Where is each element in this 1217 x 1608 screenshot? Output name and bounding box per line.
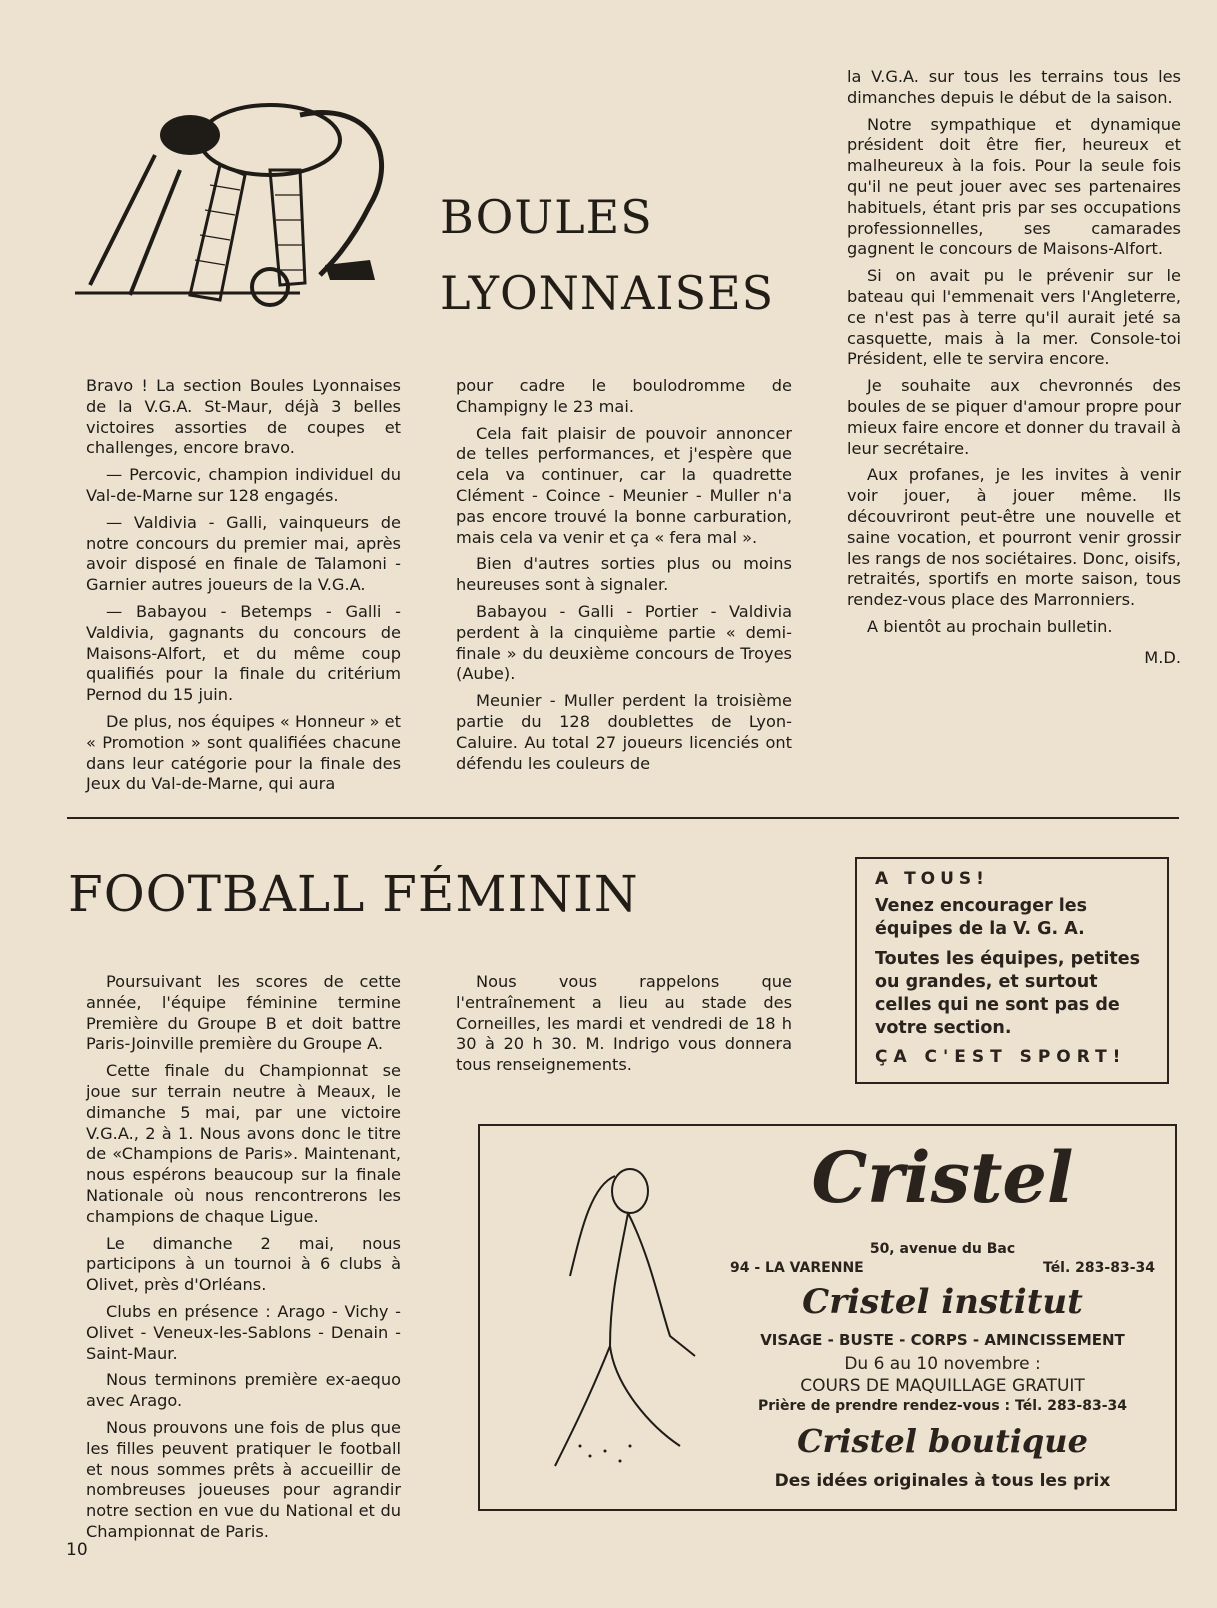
paragraph: Aux profanes, je les invites à venir voir jouer, à jouer même. Ils découvriront peut-être une nouvelle et saine vocation, et pourront venir grossir les rangs de nos sociétaires. Donc, oisifs, retraités, sportifs en morte saison, tous rendez-vous place des Marronniers.: [847, 465, 1181, 610]
paragraph: Nous vous rappelons que l'entraînement a lieu au stade des Corneilles, les mardi et vendredi de 18 h 30 à 20 h 30. M. Indrigo vous donnera tous renseignements.: [456, 972, 792, 1075]
notice-box: [855, 857, 1169, 1084]
boules-title-line2: LYONNAISES: [440, 266, 775, 320]
notice-heading: A TOUS!: [875, 869, 989, 889]
cristel-logo: Cristel: [811, 1136, 1074, 1219]
paragraph: — Percovic, champion individuel du Val-de-Marne sur 128 engagés.: [86, 465, 401, 505]
paragraph: Babayou - Galli - Portier - Valdivia perdent à la cinquième partie « demi-finale » du deuxième concours de Troyes (Aube).: [456, 601, 792, 684]
paragraph: Nous prouvons une fois de plus que les filles peuvent pratiquer le football et nous sommes prêts à accueillir de nombreuses joueuses pour agrandir notre section en vue du National et du Championnat de Paris.: [86, 1417, 401, 1541]
paragraph: Si on avait pu le prévenir sur le bateau qui l'emmenait vers l'Angleterre, ce n'est pas à terre qu'il aurait jeté sa casquette, mais à la mer. Console-toi Président, elle te servira encore.: [847, 266, 1181, 369]
ad-dates: Du 6 au 10 novembre :: [844, 1354, 1041, 1374]
notice-line: Toutes les équipes, petites ou grandes, et surtout celles qui ne sont pas de votre section.: [875, 949, 1141, 1038]
paragraph: A bientôt au prochain bulletin.: [867, 616, 1113, 636]
football-column-2: [456, 972, 792, 1082]
boules-column-3: [847, 67, 1181, 675]
ad-rdv: Prière de prendre rendez-vous : Tél. 283-83-34: [757, 1398, 1128, 1414]
boules-column-2: [456, 376, 792, 780]
paragraph: Nous terminons première ex-aequo avec Arago.: [86, 1370, 401, 1411]
football-column-1: [86, 972, 401, 1549]
paragraph: Le dimanche 2 mai, nous participons à un tournoi à 6 clubs à Olivet, près d'Orléans.: [86, 1233, 401, 1295]
section-divider: [67, 817, 1179, 819]
ad-city: 94 - LA VARENNE: [730, 1260, 864, 1276]
paragraph: pour cadre le boulodromme de Champigny le 23 mai.: [456, 376, 792, 416]
paragraph: Je souhaite aux chevronnés des boules de se piquer d'amour propre pour mieux faire encore et donner du travail à leur secrétaire.: [847, 376, 1181, 458]
woman-illustration: [510, 1146, 720, 1496]
paragraph: Meunier - Muller perdent la troisième partie du 128 doublettes de Lyon-Caluire. Au total 27 joueurs licenciés ont défendu les couleurs de: [456, 691, 792, 773]
paragraph: Clubs en présence : Arago - Vichy - Olivet - Veneux-les-Sablons - Denain - Saint-Maur.: [86, 1301, 401, 1363]
paragraph: la V.G.A. sur tous les terrains tous les dimanches depuis le début de la saison.: [847, 67, 1181, 107]
paragraph: Poursuivant les scores de cette année, l'équipe féminine termine Première du Groupe B et doit battre Paris-Joinville première du Groupe A.: [86, 972, 401, 1054]
paragraph: Notre sympathique et dynamique président doit être fier, heureux et malheureux à la fois. Pour la seule fois qu'il ne peut jouer avec ses partenaires habituels, étant pris par ses occupations professionnelles, ses camarades gagnent le concours de Maisons-Alfort.: [847, 114, 1181, 259]
page-number: 10: [66, 1540, 88, 1560]
ad-phone: Tél. 283-83-34: [1043, 1260, 1155, 1276]
notice-slogan: ÇA C'EST SPORT!: [875, 1047, 1127, 1067]
ad-boutique: Cristel boutique: [797, 1422, 1088, 1460]
paragraph: Cela fait plaisir de pouvoir annoncer de telles performances, et j'espère que cela va continuer, car la quadrette Clément - Coince - Meunier - Muller n'a pas encore trouvé la bonne carburation, mais cela va venir et ça « fera mal ».: [456, 423, 792, 547]
paragraph: — Babayou - Betemps - Galli - Valdivia, gagnants du concours de Maisons-Alfort, et du même coup qualifiés pour la finale du critérium Pernod du 15 juin.: [86, 601, 401, 705]
ad-address: 50, avenue du Bac: [869, 1241, 1016, 1257]
cristel-advertisement: [478, 1124, 1177, 1511]
football-title: FOOTBALL FÉMININ: [68, 865, 639, 923]
paragraph: Cette finale du Championnat se joue sur terrain neutre à Meaux, le dimanche 5 mai, par une victoire V.G.A., 2 à 1. Nous avons donc le titre de «Champions de Paris». Maintenant, nous espérons beaucoup sur la finale Nationale où nous rencontrerons les champions de chaque Ligue.: [86, 1061, 401, 1226]
notice-line: Venez encourager les équipes de la V. G. A.: [875, 896, 1088, 939]
ad-tagline: Des idées originales à tous les prix: [774, 1471, 1111, 1491]
paragraph: Bravo ! La section Boules Lyonnaises de la V.G.A. St-Maur, déjà 3 belles victoires assorties de coupes et challenges, encore bravo.: [86, 376, 401, 458]
ad-course: COURS DE MAQUILLAGE GRATUIT: [800, 1376, 1085, 1396]
boules-player-illustration: [70, 95, 400, 320]
boules-column-1: [86, 376, 401, 801]
paragraph: Bien d'autres sorties plus ou moins heureuses sont à signaler.: [456, 554, 792, 595]
paragraph: De plus, nos équipes « Honneur » et « Promotion » sont qualifiées chacune dans leur catégorie pour la finale des Jeux du Val-de-Marne, qui aura: [86, 711, 401, 794]
paragraph: — Valdivia - Galli, vainqueurs de notre concours du premier mai, après avoir disposé en finale de Talamoni - Garnier autres joueurs de la V.G.A.: [86, 512, 401, 595]
signature: M.D.: [1144, 647, 1181, 667]
ad-services: VISAGE - BUSTE - CORPS - AMINCISSEMENT: [760, 1331, 1125, 1349]
boules-title-line1: BOULES: [440, 190, 653, 244]
ad-institut: Cristel institut: [802, 1282, 1083, 1322]
